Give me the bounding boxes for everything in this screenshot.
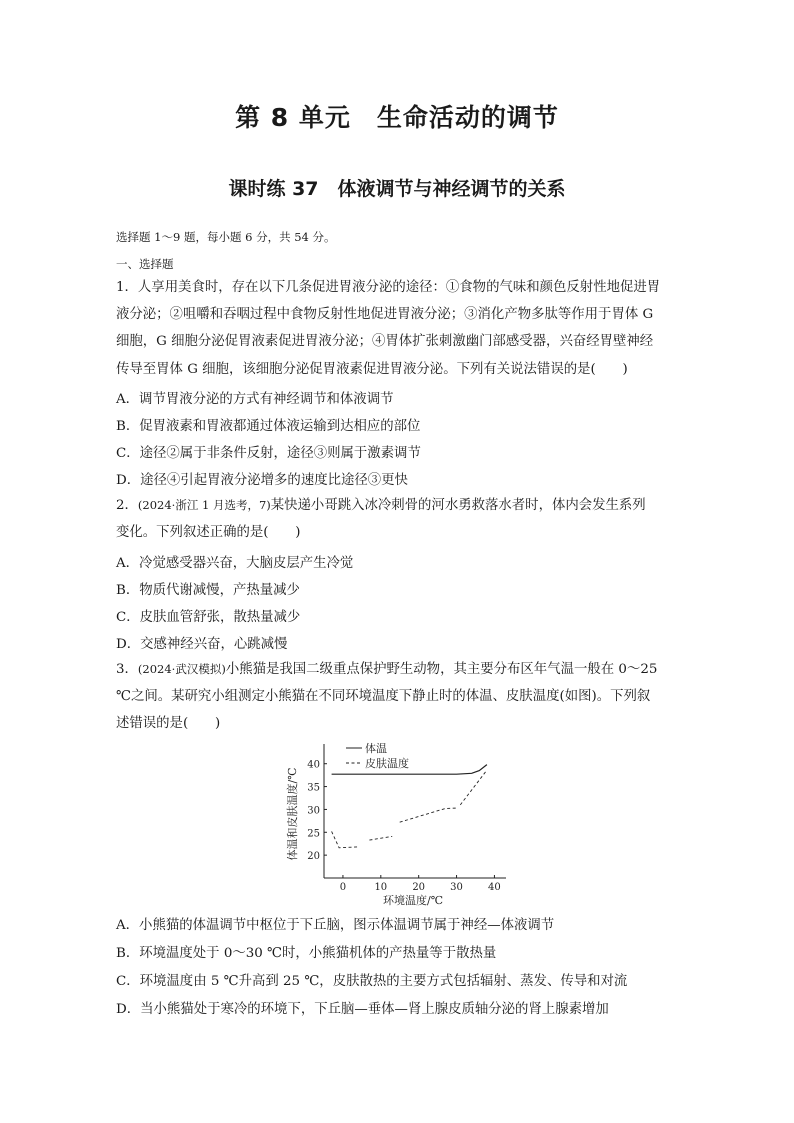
question-3-stem-line3: 述错误的是( )	[116, 716, 221, 732]
skin-temperature-line	[400, 808, 457, 822]
x-tick-label: 40	[488, 882, 501, 893]
question-1-line: 传导至胃体 G 细胞，该细胞分泌促胃液素促进胃液分泌。下列有关说法错误的是( )	[116, 361, 628, 377]
q3-option-c[interactable]: C．环境温度由 5 ℃升高到 25 ℃，皮肤散热的主要方式包括辐射、蒸发、传导和对流	[116, 974, 628, 989]
x-tick-label: 10	[374, 882, 388, 893]
question-3	[116, 656, 681, 738]
unit-title: 第 8 单元 生命活动的调节	[235, 103, 559, 132]
question-3-stem-line2: ℃之间。某研究小组测定小熊猫在不同环境温度下静止时的体温、皮肤温度(如图)。下列叙	[116, 689, 651, 705]
skin-temperature-line	[332, 831, 359, 847]
question-3-number: 3．	[116, 662, 138, 677]
y-tick-label: 40	[307, 759, 320, 771]
y-tick-label: 30	[307, 805, 320, 817]
q1-option-b[interactable]: B．促胃液素和胃液都通过体液运输到达相应的部位	[116, 419, 421, 434]
q2-option-a[interactable]: A．冷觉感受器兴奋，大脑皮层产生冷觉	[116, 556, 354, 571]
skin-temperature-line	[460, 770, 487, 805]
scoring-note: 选择题 1～9 题，每小题 6 分，共 54 分。	[116, 230, 336, 244]
question-2-stem: 某快递小哥跳入冰冷刺骨的河水勇救落水者时，体内会发生系列	[270, 498, 646, 513]
q2-option-c[interactable]: C．皮肤血管舒张，散热量减少	[116, 610, 301, 625]
x-axis-label: 环境温度/℃	[382, 894, 444, 907]
question-2-source: (2024·浙江 1 月选考，7)	[137, 498, 271, 512]
question-3-source: (2024·武汉模拟)	[137, 662, 226, 676]
x-tick-label: 30	[450, 882, 463, 893]
question-1-line: 液分泌；②咀嚼和吞咽过程中食物反射性地促进胃液分泌；③消化产物多肽等作用于胃体 G	[116, 307, 654, 323]
question-3-stem: 小熊猫是我国二级重点保护野生动物，其主要分布区年气温一般在 0～25	[225, 662, 658, 677]
section-heading: 一、选择题	[116, 257, 174, 271]
q3-option-a[interactable]: A．小熊猫的体温调节中枢位于下丘脑，图示体温调节属于神经—体液调节	[116, 918, 555, 933]
q1-option-d[interactable]: D．途径④引起胃液分泌增多的速度比途径③更快	[116, 473, 408, 488]
body-temperature-line	[332, 765, 487, 775]
temperature-chart	[282, 738, 512, 907]
q3-option-d[interactable]: D．当小熊猫处于寒冷的环境下，下丘脑—垂体—肾上腺皮质轴分泌的肾上腺素增加	[116, 1002, 609, 1017]
question-1-line: 1．人享用美食时，存在以下几条促进胃液分泌的途径：①食物的气味和颜色反射性地促进胃	[116, 280, 661, 295]
q2-option-b[interactable]: B．物质代谢减慢，产热量减少	[116, 583, 300, 598]
question-2	[116, 492, 681, 546]
q3-option-b[interactable]: B．环境温度处于 0～30 ℃时，小熊猫机体的产热量等于散热量	[116, 946, 497, 961]
q2-option-d[interactable]: D．交感神经兴奋，心跳减慢	[116, 637, 288, 652]
chart-legend	[346, 741, 409, 770]
lesson-title: 课时练 37 体液调节与神经调节的关系	[228, 178, 566, 200]
question-2-number: 2．	[116, 498, 138, 513]
x-tick-label: 20	[412, 882, 426, 893]
legend-label: 体温	[365, 742, 387, 755]
skin-temperature-line	[369, 836, 392, 840]
q1-option-a[interactable]: A．调节胃液分泌的方式有神经调节和体液调节	[116, 392, 394, 407]
q1-option-c[interactable]: C．途径②属于非条件反射，途径③则属于激素调节	[116, 446, 421, 461]
y-tick-label: 20	[307, 851, 320, 863]
question-2-stem-line2: 变化。下列叙述正确的是( )	[116, 525, 301, 541]
legend-label: 皮肤温度	[365, 757, 409, 770]
chart-series	[332, 765, 487, 848]
question-1-line: 细胞，G 细胞分泌促胃液素促进胃液分泌；④胃体扩张刺激幽门部感受器，兴奋经胃壁神经	[116, 334, 654, 350]
y-tick-label: 25	[307, 828, 320, 840]
y-tick-label: 35	[307, 782, 320, 794]
question-1	[116, 274, 681, 383]
x-tick-label: 0	[339, 882, 347, 893]
y-axis-label: 体温和皮肤温度/℃	[286, 767, 299, 861]
